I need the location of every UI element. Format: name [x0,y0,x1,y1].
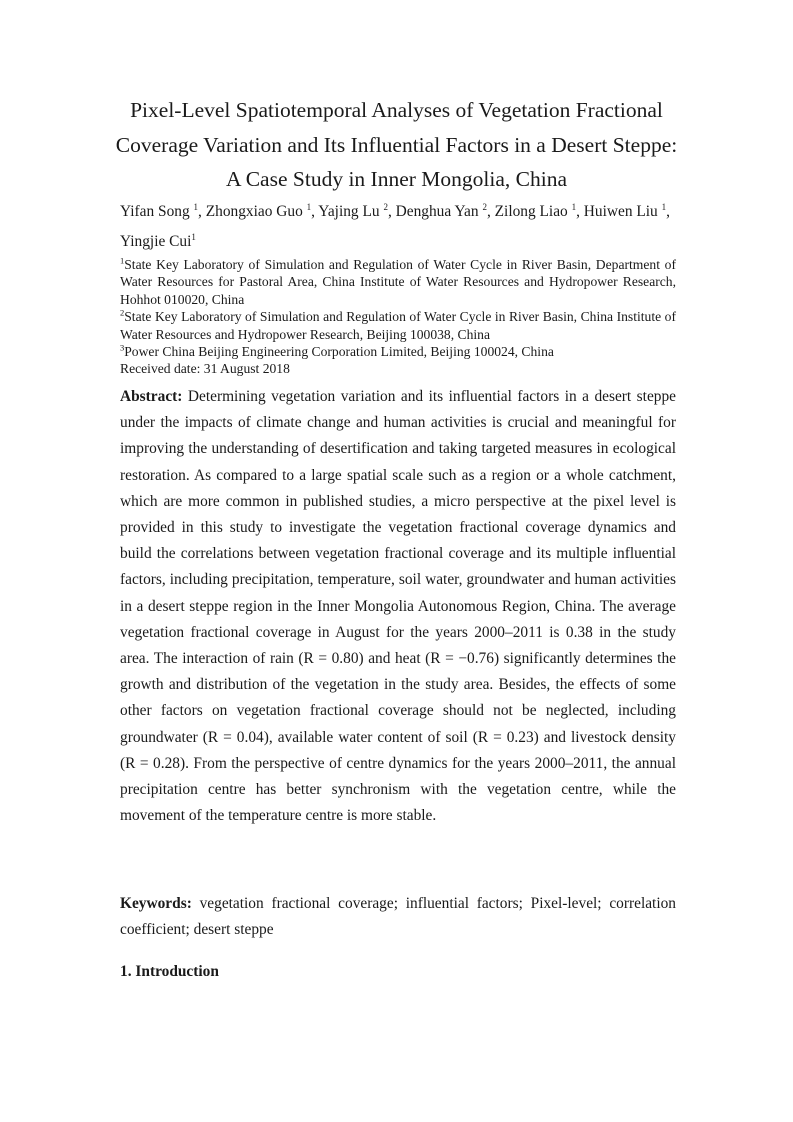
affiliation-marker: 2 [383,201,388,212]
received-date: Received date: 31 August 2018 [120,361,290,377]
abstract [120,384,676,829]
keywords-text: vegetation fractional coverage; influential factors; Pixel-level; correlation coefficient; desert steppe [120,895,676,939]
abstract-text: Determining vegetation variation and its influential factors in a desert steppe under the impacts of climate change and human activities is crucial and meaningful for improving the understanding of desertification and taking targeted measures in ecological restoration. As compared to a large spatial scale such as a region or a whole catchment, which are more common in published studies, a micro perspective at the pixel level is provided in this study to investigate the vegetation fractional coverage dynamics and build the correlations between vegetation fractional coverage and its multiple influential factors, including precipitation, temperature, soil water, groundwater and human activities in a desert steppe region in the Inner Mongolia Autonomous Region, China. The average vegetation fractional coverage in August for the years 2000–2011 is 0.38 in the study area. The interaction of rain (R = 0.80) and heat (R = −0.76) significantly determines the growth and distribution of the vegetation in the study area. Besides, the effects of some other factors on vegetation fractional coverage should not be neglected, including groundwater (R = 0.04), available water content of soil (R = 0.23) and livestock density (R = 0.28). From the perspective of centre dynamics for the years 2000–2011, the annual precipitation centre has better synchronism with the vegetation centre, while the movement of the temperature centre is more stable. [120,388,676,825]
affiliation-marker: 1 [193,201,199,212]
affiliation-marker: 1 [191,231,196,242]
affiliation-item: $^3$Power China Beijing Engineering Corporation Limited, Beijing 100024, China [120,342,554,360]
keywords [120,891,676,943]
section-heading-introduction: 1. Introduction [120,963,219,980]
paper-title: Pixel-Level Spatiotemporal Analyses of Vegetation Fractional Coverage Variation and Its Influential Factors in a Desert Steppe: A Case Study in Inner Mongolia, China [115,98,678,191]
author: Yajing Lu $^2$ [318,201,388,220]
abstract-label: Abstract: [120,388,183,405]
author: Huiwen Liu $^1$ [583,201,667,220]
affiliation-marker: 1 [661,201,667,212]
affiliation-marker: 1 [306,201,312,212]
affiliation-block [120,256,676,378]
affiliation-item: $^2$State Key Laboratory of Simulation and Regulation of Water Cycle in River Basin, China Institute of Water Resources and Hydropower Research, Beijing 100038, China [120,307,676,342]
author: Zhongxiao Guo $^1$ [205,201,312,220]
author: Denghua Yan $^2$ [395,201,487,220]
affiliation-item: $^1$State Key Laboratory of Simulation and Regulation of Water Cycle in River Basin, Department of Water Resources for Pastoral Area, China Institute of Water Resources and Hydropower Research, Hohhot 010020, China [120,255,676,307]
affiliation-marker: 1 [571,201,577,212]
author: Zilong Liao $^1$ [494,201,577,220]
author: Yifan Song $^1$ [120,201,199,220]
author-list: Yifan Song $^1$, Zhongxiao Guo $^1$, Yajing Lu $^2$, Denghua Yan $^2$, Zilong Liao $^1$, Huiwen Liu $^1$, Yingjie Cui$^1$ [120,201,670,250]
affiliation-marker: 2 [482,201,487,212]
author: Yingjie Cui$^1$ [120,231,196,250]
keywords-label: Keywords: [120,895,192,912]
